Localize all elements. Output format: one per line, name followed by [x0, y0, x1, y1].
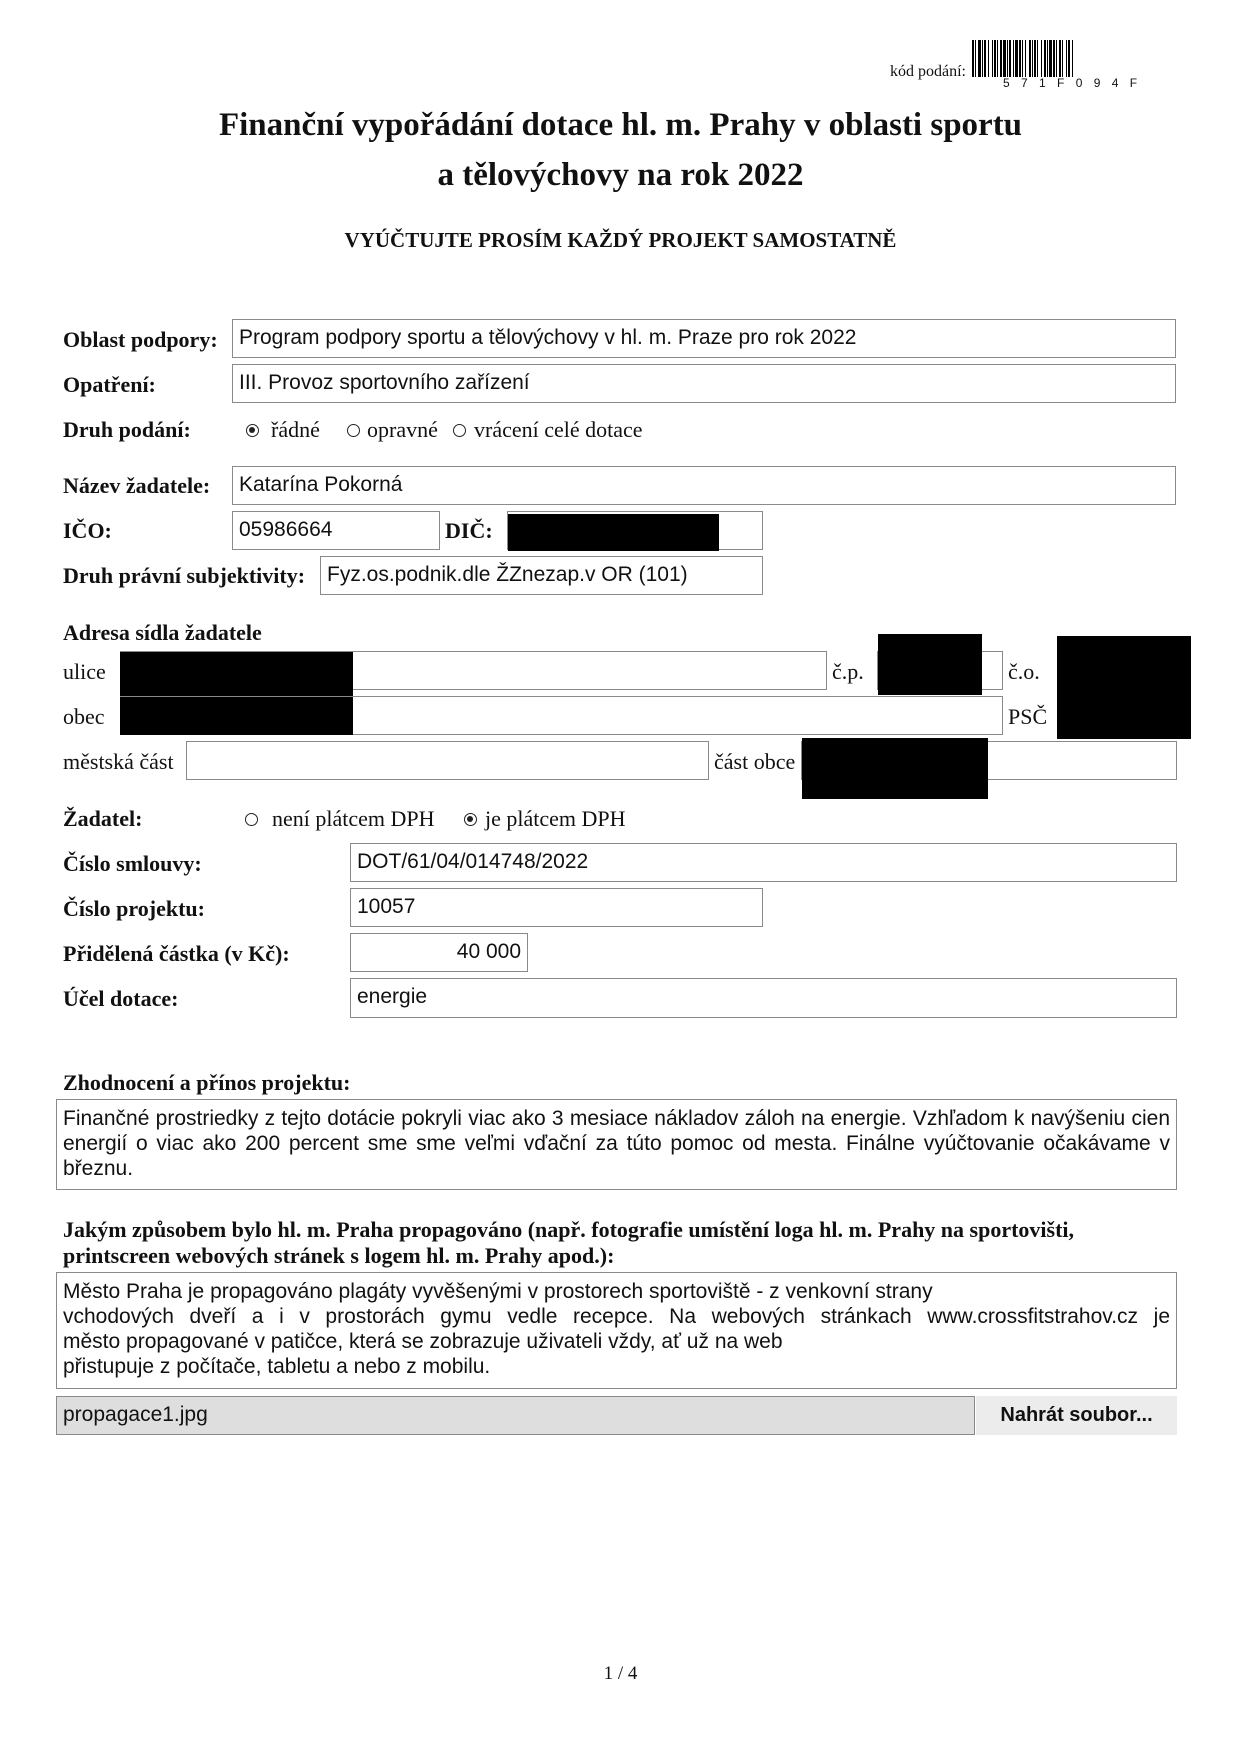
ucel-field[interactable]: energie	[350, 978, 1177, 1018]
adresa-heading: Adresa sídla žadatele	[63, 620, 262, 645]
pravni-label: Druh právní subjektivity:	[63, 563, 306, 588]
dic-label: DIČ:	[445, 518, 493, 543]
co-label: č.o.	[1008, 659, 1040, 684]
radio-neni-platcem-label: není plátcem DPH	[272, 806, 435, 831]
cp-label: č.p.	[832, 659, 864, 684]
barcode-icon	[972, 40, 1188, 77]
projekt-field[interactable]: 10057	[350, 888, 763, 927]
radio-radne-label: řádné	[271, 417, 320, 442]
nazev-label: Název žadatele:	[63, 473, 211, 498]
projekt-label: Číslo projektu:	[63, 896, 205, 921]
mestska-cast-field[interactable]	[186, 741, 709, 780]
radio-opravne-label: opravné	[367, 417, 438, 442]
ico-field[interactable]: 05986664	[232, 511, 440, 550]
smlouva-field[interactable]: DOT/61/04/014748/2022	[350, 843, 1177, 882]
page-title-line1: Finanční vypořádání dotace hl. m. Prahy v oblasti sportu	[218, 107, 1023, 143]
radio-vraceni-label: vrácení celé dotace	[474, 417, 643, 442]
redaction-ulice	[120, 652, 353, 696]
page-title-line2: a tělovýchovy na rok 2022	[437, 157, 804, 193]
opatreni-field[interactable]: III. Provoz sportovního zařízení	[232, 364, 1176, 403]
smlouva-label: Číslo smlouvy:	[63, 851, 202, 876]
radio-opravne[interactable]	[347, 424, 360, 437]
castka-field[interactable]: 40 000	[350, 933, 528, 972]
evaluation-textarea[interactable]: Finančné prostriedky z tejto dotácie pokryli viac ako 3 mesiace nákladov záloh na energie. Vzhľadom k navýšeniu cien energií o viac ako 200 percent sme sme veľmi vďační za túto pomoc od mesta. Finálne vyúčtovanie očakávame v březnu.	[56, 1099, 1177, 1190]
redaction-cp	[878, 634, 982, 695]
ucel-label: Účel dotace:	[63, 986, 179, 1011]
druh-podani-label: Druh podání:	[63, 417, 191, 442]
ulice-label: ulice	[63, 659, 106, 684]
oblast-field[interactable]: Program podpory sportu a tělovýchovy v hl. m. Praze pro rok 2022	[232, 319, 1176, 358]
redaction-co-psc	[1057, 636, 1191, 739]
promotion-text-line4: přistupuje z počítače, tabletu a nebo z mobilu.	[63, 1355, 491, 1378]
opatreni-label: Opatření:	[63, 372, 156, 397]
radio-je-platcem-label: je plátcem DPH	[485, 806, 626, 831]
radio-je-platcem[interactable]	[464, 813, 477, 826]
promotion-text-line2: vchodových dveří a i v prostorách gymu vedle recepce. Na webových stránkach www.crossfitstrahov.cz je	[63, 1305, 1170, 1328]
nazev-field[interactable]: Katarína Pokorná	[232, 466, 1176, 505]
evaluation-heading: Zhodnocení a přínos projektu:	[63, 1070, 351, 1095]
promotion-text-line3: město propagované v patičce, která se zobrazuje uživateli vždy, ať už na web	[63, 1330, 783, 1353]
obec-label: obec	[63, 704, 105, 729]
page-subtitle: VYÚČTUJTE PROSÍM KAŽDÝ PROJEKT SAMOSTATNĚ	[344, 228, 897, 252]
barcode-label: kód podání:	[890, 63, 966, 80]
promotion-textarea[interactable]	[56, 1272, 1177, 1389]
redaction-obec	[120, 697, 353, 735]
barcode-text: 5 7 1 F 0 9 4 F	[1003, 76, 1142, 90]
mestska-cast-label: městská část	[63, 749, 174, 774]
upload-file-button[interactable]: Nahrát soubor...	[976, 1396, 1177, 1435]
radio-vraceni[interactable]	[453, 424, 466, 437]
zadatel-label: Žadatel:	[63, 806, 143, 831]
redaction-cast-obce	[802, 738, 988, 799]
radio-radne[interactable]	[246, 424, 259, 437]
oblast-label: Oblast podpory:	[63, 327, 218, 352]
psc-label: PSČ	[1008, 704, 1048, 729]
ico-label: IČO:	[63, 518, 112, 543]
file-name-field: propagace1.jpg	[56, 1396, 975, 1435]
cast-obce-label: část obce	[714, 749, 796, 774]
castka-label: Přidělená částka (v Kč):	[63, 941, 290, 966]
pravni-field[interactable]: Fyz.os.podnik.dle ŽZnezap.v OR (101)	[320, 556, 763, 595]
promotion-heading-line1: Jakým způsobem bylo hl. m. Praha propagováno (např. fotografie umístění loga hl. m. Prahy na sportovišti,	[63, 1217, 1075, 1242]
promotion-text-line1: Město Praha je propagováno plagáty vyvěšenými v prostorech sportoviště - z venkovní strany	[63, 1280, 933, 1303]
radio-neni-platcem[interactable]	[245, 813, 258, 826]
promotion-heading-line2: printscreen webových stránek s logem hl. m. Prahy apod.):	[63, 1243, 615, 1268]
page-number: 1 / 4	[603, 1663, 638, 1684]
redaction-dic	[508, 514, 719, 551]
